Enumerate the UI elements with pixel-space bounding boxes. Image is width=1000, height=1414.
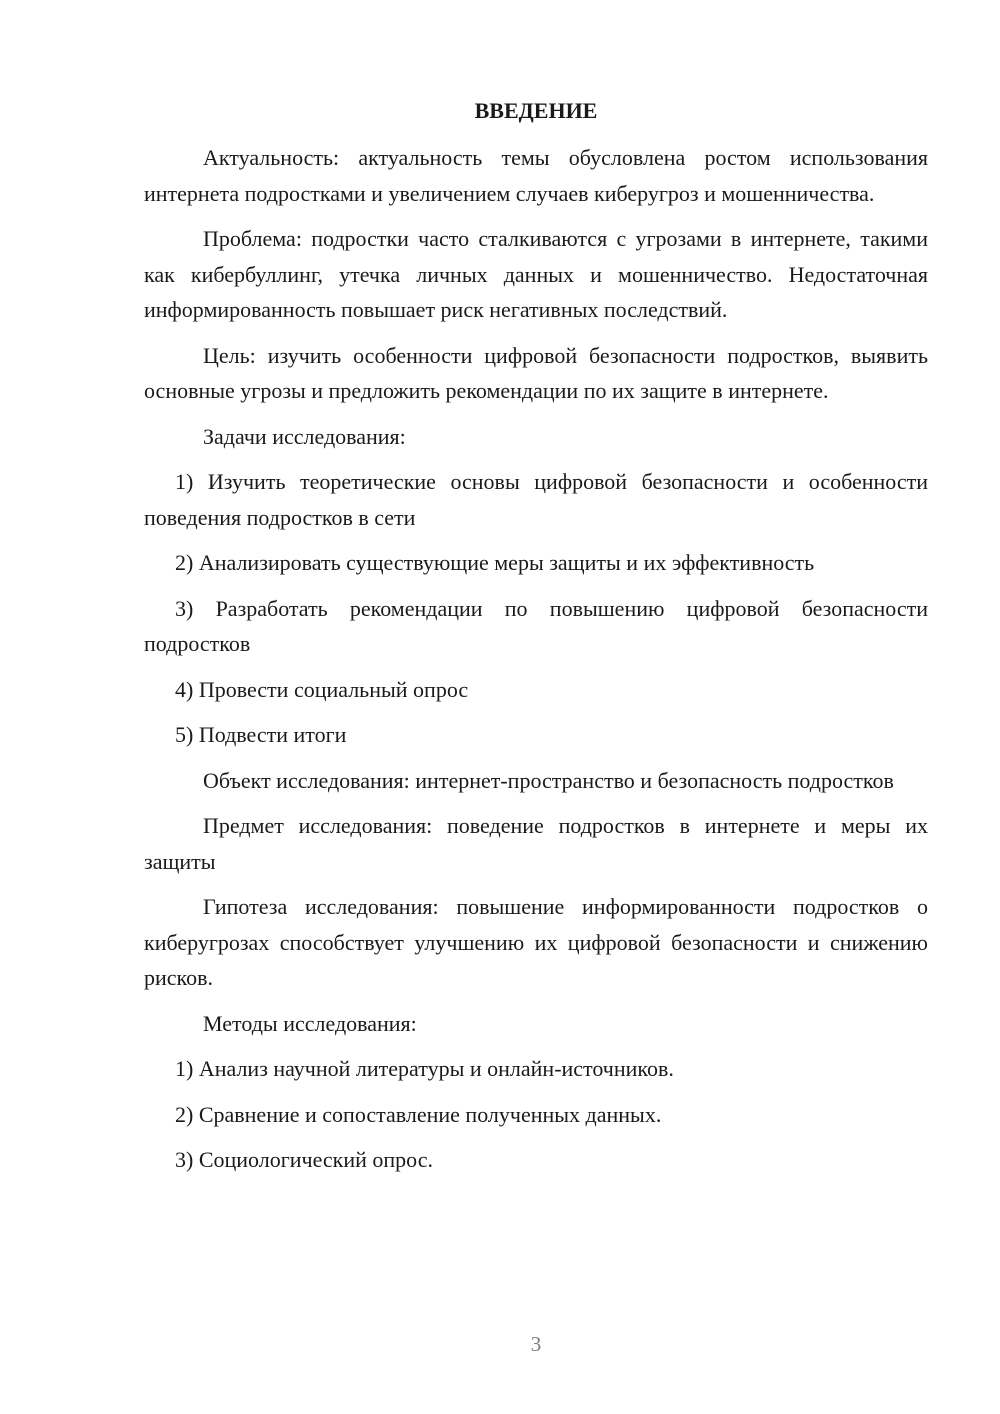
task-item-1: 1) Изучить теоретические основы цифровой безопасности и особенности поведения подростков в сети (144, 469, 928, 530)
hypothesis-paragraph: Гипотеза исследования: повышение информированности подростков о киберугрозах способствует улучшению их цифровой безопасности и снижению рисков. (144, 894, 928, 990)
page-number: 3 (530, 1332, 542, 1356)
subject-paragraph: Предмет исследования: поведение подростков в интернете и меры их защиты (144, 813, 928, 874)
task-item-2: 2) Анализировать существующие меры защиты и их эффективность (175, 550, 815, 575)
goal-paragraph: Цель: изучить особенности цифровой безопасности подростков, выявить основные угрозы и предложить рекомендации по их защите в интернете. (144, 342, 928, 403)
task-item-5: 5) Подвести итоги (175, 722, 347, 747)
object-paragraph: Объект исследования: интернет-пространство и безопасность подростков (203, 767, 894, 793)
document-body (144, 96, 928, 1188)
tasks-heading: Задачи исследования: (203, 423, 406, 449)
relevance-paragraph: Актуальность: актуальность темы обусловлена ростом использования интернета подростками и увеличением случаев киберугроз и мошенничества. (144, 145, 928, 206)
methods-heading: Методы исследования: (203, 1010, 417, 1036)
task-item-3: 3) Разработать рекомендации по повышению цифровой безопасности подростков (144, 595, 928, 656)
section-title: ВВЕДЕНИЕ (474, 98, 598, 123)
problem-paragraph: Проблема: подростки часто сталкиваются с угрозами в интернете, такими как кибербуллинг, утечка личных данных и мошенничество. Недостаточная информированность повышает риск негативных последствий. (144, 226, 928, 322)
method-item-1: 1) Анализ научной литературы и онлайн-источников. (175, 1056, 674, 1081)
method-item-3: 3) Социологический опрос. (175, 1147, 433, 1172)
task-item-4: 4) Провести социальный опрос (175, 676, 469, 702)
method-item-2: 2) Сравнение и сопоставление полученных данных. (175, 1101, 662, 1127)
